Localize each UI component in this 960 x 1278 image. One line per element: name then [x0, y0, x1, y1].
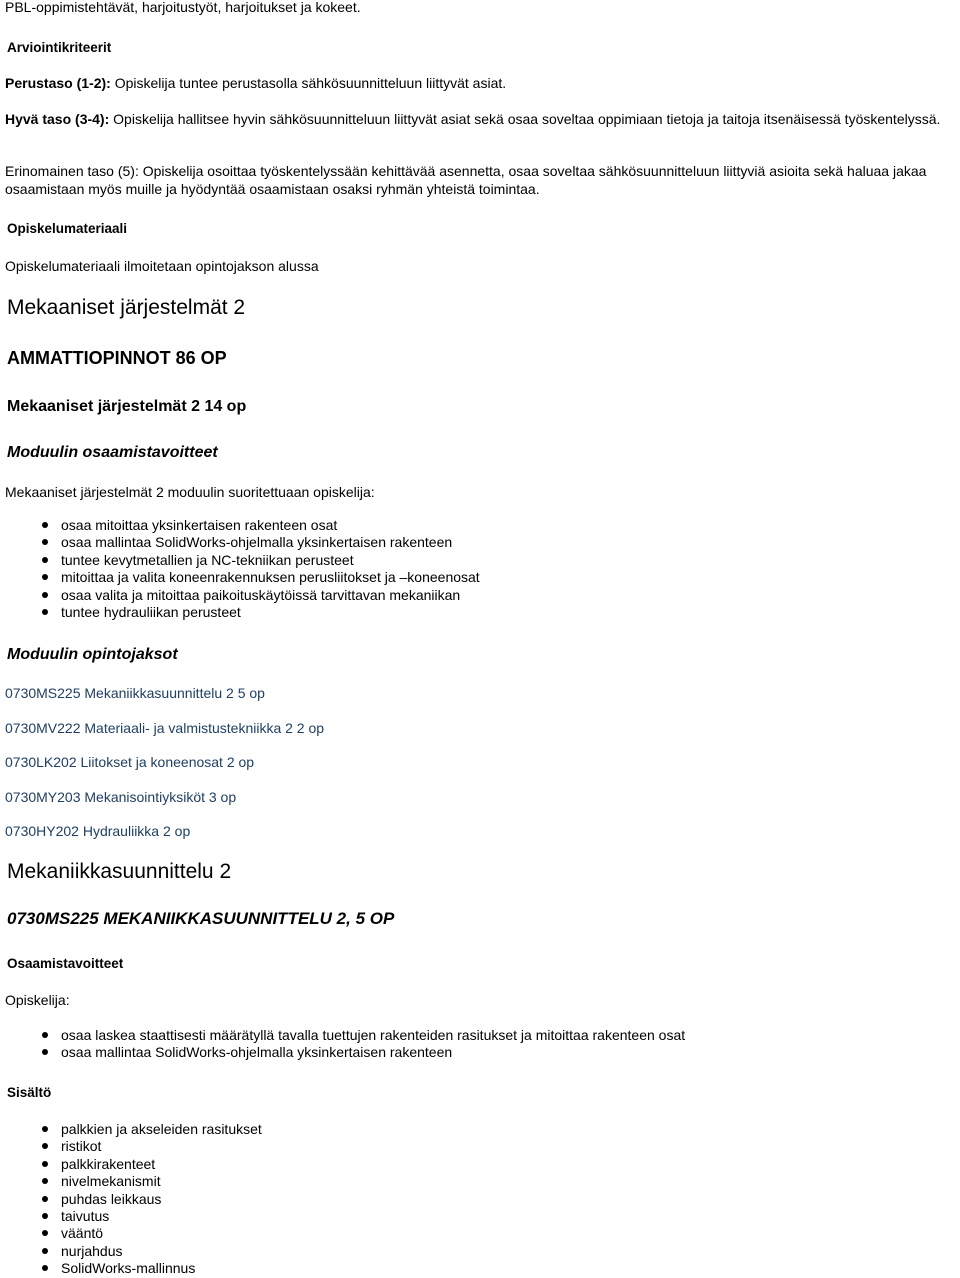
criteria-basic — [5, 75, 506, 91]
list-item: tuntee hydrauliikan perusteet — [0, 604, 480, 621]
criteria-good-text: Opiskelija hallitsee hyvin sähkösuunnitteluun liittyvät asiat sekä osaa soveltaa oppimiaan tietoja ja taitoja itsenäisessä työskentelyssä. — [109, 111, 941, 127]
material-heading: Opiskelumateriaali — [7, 221, 128, 236]
course-outcomes-intro: Opiskelija: — [5, 992, 70, 1008]
list-item: osaa valita ja mitoittaa paikoituskäytöissä tarvittavan mekaniikan — [0, 587, 480, 604]
criteria-good — [5, 110, 960, 128]
module-outcomes-intro: Mekaaniset järjestelmät 2 moduulin suoritettuaan opiskelija: — [5, 484, 375, 500]
list-item: taivutus — [0, 1208, 262, 1225]
course-link[interactable]: 0730LK202 Liitokset ja koneenosat 2 op — [5, 754, 255, 770]
module-credits: Mekaaniset järjestelmät 2 14 op — [7, 398, 247, 415]
list-item: SolidWorks-mallinnus — [0, 1260, 262, 1277]
criteria-heading: Arviointikriteerit — [7, 40, 112, 55]
list-item: osaa mallintaa SolidWorks-ohjelmalla yksinkertaisen rakenteen — [0, 1044, 685, 1061]
course-outcomes-heading: Osaamistavoitteet — [7, 956, 124, 971]
list-item: nivelmekanismit — [0, 1173, 262, 1190]
module-courses-heading: Moduulin opintojaksot — [7, 646, 178, 663]
course-link[interactable]: 0730HY202 Hydrauliikka 2 op — [5, 823, 191, 839]
list-item: nurjahdus — [0, 1243, 262, 1260]
module-outcomes-heading: Moduulin osaamistavoitteet — [7, 444, 218, 461]
course-link[interactable]: 0730MV222 Materiaali- ja valmistustekniikka 2 2 op — [5, 720, 325, 736]
list-item: ristikot — [0, 1138, 262, 1155]
list-item: osaa mitoittaa yksinkertaisen rakenteen osat — [0, 517, 480, 534]
course-title: Mekaniikkasuunnittelu 2 — [7, 860, 232, 883]
list-item: osaa mallintaa SolidWorks-ohjelmalla yksinkertaisen rakenteen — [0, 534, 480, 551]
course-content-heading: Sisältö — [7, 1085, 52, 1100]
criteria-excellent: Erinomainen taso (5): Opiskelija osoittaa työskentelyssään kehittävää asennetta, osaa soveltaa sähkösuunnitteluun liittyviä asioita sekä haluaa jakaa osaamistaan myös muille ja hyödyntää osaamistaan osaksi ryhmän yhteistä toimintaa. — [5, 163, 927, 197]
list-item: osaa laskea staattisesti määrätyllä tavalla tuettujen rakenteiden rasitukset ja mitoittaa rakenteen osat — [0, 1027, 685, 1044]
course-link[interactable]: 0730MS225 Mekaniikkasuunnittelu 2 5 op — [5, 685, 265, 701]
list-item: palkkien ja akseleiden rasitukset — [0, 1121, 262, 1138]
course-outcomes-list — [0, 1027, 685, 1062]
list-item: puhdas leikkaus — [0, 1191, 262, 1208]
list-item: tuntee kevytmetallien ja NC-tekniikan perusteet — [0, 552, 480, 569]
criteria-basic-label: Perustaso (1-2): — [5, 75, 111, 91]
list-item: vääntö — [0, 1225, 262, 1242]
criteria-good-label: Hyvä taso (3-4): — [5, 111, 110, 127]
list-item: mitoittaa ja valita koneenrakennuksen perusliitokset ja –koneenosat — [0, 569, 480, 586]
intro-line: PBL-oppimistehtävät, harjoitustyöt, harjoitukset ja kokeet. — [5, 0, 361, 15]
course-content-list — [0, 1121, 262, 1278]
criteria-basic-text: Opiskelija tuntee perustasolla sähkösuunnitteluun liittyvät asiat. — [110, 75, 507, 91]
module-category: AMMATTIOPINNOT 86 OP — [7, 348, 227, 368]
course-code-title: 0730MS225 MEKANIIKKASUUNNITTELU 2, 5 OP — [7, 909, 395, 928]
list-item: palkkirakenteet — [0, 1156, 262, 1173]
material-text: Opiskelumateriaali ilmoitetaan opintojakson alussa — [5, 258, 319, 274]
course-link[interactable]: 0730MY203 Mekanisointiyksiköt 3 op — [5, 789, 237, 805]
module-outcomes-list — [0, 517, 480, 621]
module-title: Mekaaniset järjestelmät 2 — [7, 296, 246, 319]
